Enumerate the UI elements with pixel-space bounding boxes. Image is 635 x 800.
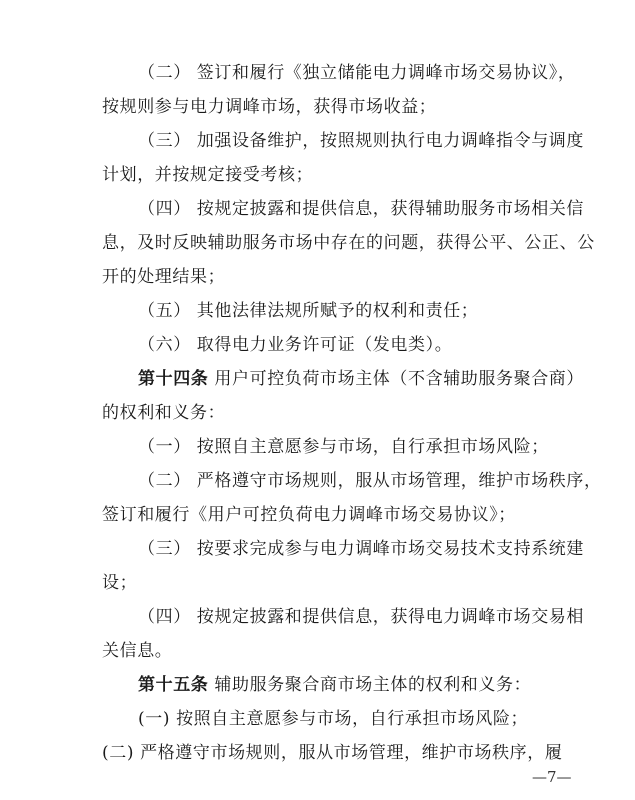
text-line: 开的处理结果； xyxy=(102,267,226,287)
text-line: (一) 按照自主意愿参与市场，自行承担市场风险； xyxy=(138,709,529,729)
text-line: 的权利和义务： xyxy=(102,403,226,423)
article-14-heading xyxy=(138,368,584,390)
text-line: 计划，并按规定接受考核； xyxy=(102,165,314,185)
article-15-heading xyxy=(138,674,531,696)
text-line: （二） 签订和履行《独立储能电力调峰市场交易协议》， xyxy=(138,63,576,83)
text-line: （三） 加强设备维护，按照规则执行电力调峰指令与调度 xyxy=(138,131,585,151)
article-15-title: 辅助服务聚合商市场主体的权利和义务： xyxy=(208,675,532,695)
article-15-label: 第十五条 xyxy=(138,675,209,695)
text-line: 按规则参与电力调峰市场，获得市场收益； xyxy=(102,97,437,117)
text-line: （二） 严格遵守市场规则，服从市场管理，维护市场秩序， xyxy=(138,471,602,491)
text-line: (二) 严格遵守市场规则，服从市场管理，维护市场秩序，履 xyxy=(102,743,563,763)
article-14-title: 用户可控负荷市场主体（不含辅助服务聚合商） xyxy=(208,369,585,389)
text-line: 息，及时反映辅助服务市场中存在的问题，获得公平、公正、公 xyxy=(102,233,595,253)
text-line: （三） 按要求完成参与电力调峰市场交易技术支持系统建 xyxy=(138,539,585,559)
text-line: 设； xyxy=(102,573,138,593)
text-line: （四） 按规定披露和提供信息，获得电力调峰市场交易相 xyxy=(138,607,585,627)
text-line: （六） 取得电力业务许可证（发电类）。 xyxy=(138,335,453,355)
text-line: （四） 按规定披露和提供信息，获得辅助服务市场相关信 xyxy=(138,199,585,219)
text-line: （五） 其他法律法规所赋予的权利和责任； xyxy=(138,301,479,321)
page-number: —7— xyxy=(532,768,572,786)
text-line: 关信息。 xyxy=(102,641,173,661)
article-14-label: 第十四条 xyxy=(138,369,209,389)
text-line: 签订和履行《用户可控负荷电力调峰市场交易协议》； xyxy=(102,505,516,525)
text-line: （一） 按照自主意愿参与市场，自行承担市场风险； xyxy=(138,437,549,457)
